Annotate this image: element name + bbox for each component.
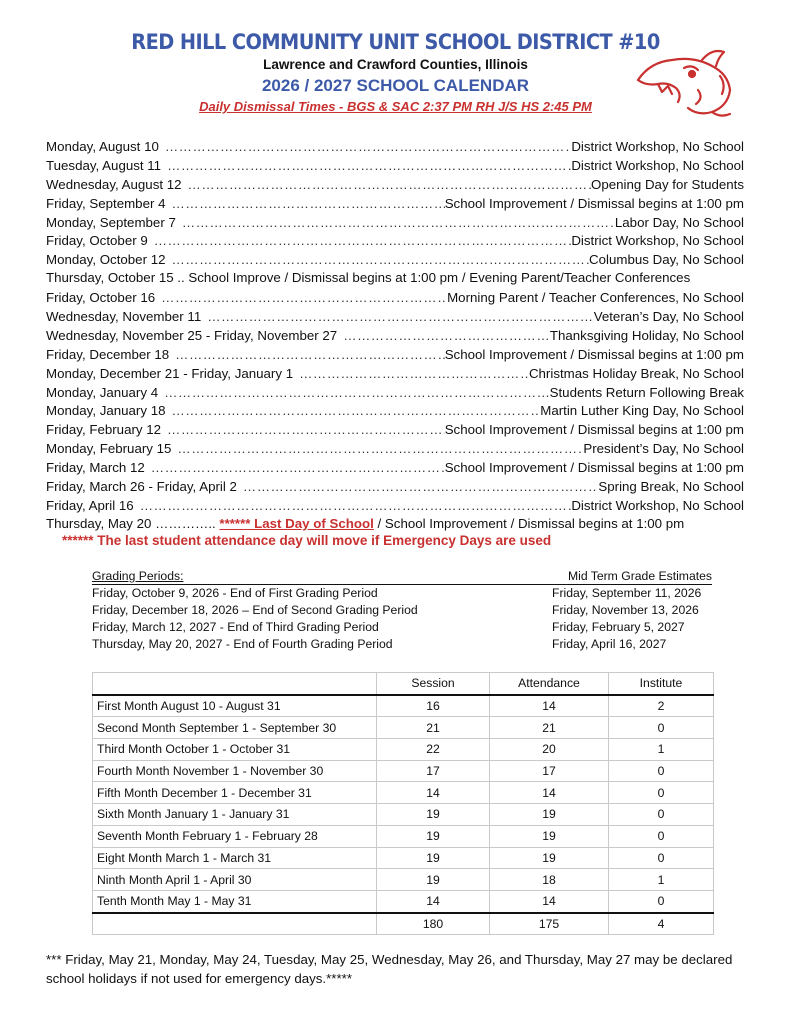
event-date: Wednesday, November 25 - Friday, November 27: [46, 327, 338, 343]
event-date: Friday, September 4: [46, 195, 166, 211]
month-name: Ninth Month April 1 - April 30: [93, 869, 377, 891]
midterm-date: Friday, April 16, 2027: [552, 637, 667, 651]
table-header-month: [93, 673, 377, 695]
event-description: Christmas Holiday Break, No School: [528, 365, 744, 381]
event-date: Friday, March 26 - Friday, April 2: [46, 478, 237, 494]
mascot-logo-icon: [632, 46, 736, 120]
event-row: [46, 288, 744, 307]
table-row: [93, 869, 714, 891]
event-description: District Workshop, No School: [571, 497, 744, 513]
month-name: Sixth Month January 1 - January 31: [93, 804, 377, 826]
midterm-date: Friday, February 5, 2027: [552, 620, 685, 634]
institute-days: 0: [609, 804, 714, 826]
session-total: 180: [377, 913, 490, 935]
event-row-conferences: Thursday, October 15 .. School Improve / Dismissal begins at 1:00 pm / Evening Parent/Teacher Conferences: [46, 270, 691, 286]
table-header-session: Session: [377, 673, 490, 695]
event-description: Spring Break, No School: [598, 478, 744, 494]
event-row-last-day: [46, 515, 744, 534]
calendar-year-title: 2026 / 2027 SCHOOL CALENDAR: [261, 76, 530, 95]
month-name: Fourth Month November 1 - November 30: [93, 760, 377, 782]
event-description: District Workshop, No School: [571, 157, 744, 173]
dot-leader: [166, 403, 541, 418]
event-row: [46, 401, 744, 420]
counties-subtitle: Lawrence and Crawford Counties, Illinois: [263, 57, 528, 72]
session-days: 19: [377, 869, 490, 891]
grading-row: [92, 585, 712, 602]
event-description: Labor Day, No School: [614, 214, 744, 230]
dot-leader: [176, 215, 615, 230]
dot-leader: [148, 233, 572, 248]
grading-period: Friday, October 9, 2026 - End of First Grading Period: [92, 586, 378, 600]
event-date: Friday, October 16: [46, 290, 156, 306]
grading-row: [92, 619, 712, 636]
event-description: President’s Day, No School: [583, 441, 744, 457]
midterm-estimates-label: Mid Term Grade Estimates: [567, 569, 712, 583]
event-description: School Improvement / Dismissal begins at 1:00 pm: [444, 422, 744, 438]
grading-period: Friday, March 12, 2027 - End of Third Grading Period: [92, 620, 379, 634]
table-header-row: [93, 673, 714, 695]
event-date: Monday, December 21 - Friday, January 1: [46, 365, 294, 381]
totals-label: [93, 913, 377, 935]
event-row: [46, 194, 744, 213]
institute-days: 0: [609, 717, 714, 739]
month-name: Tenth Month May 1 - May 31: [93, 890, 377, 912]
table-row: [93, 782, 714, 804]
dot-leader: [134, 498, 572, 513]
dot-leader: [145, 460, 445, 475]
event-row: [46, 156, 744, 175]
last-day-date: Thursday, May 20: [46, 515, 152, 531]
attendance-days: 21: [490, 717, 609, 739]
attendance-days: 14: [490, 782, 609, 804]
emergency-note: ****** The last student attendance day will move if Emergency Days are used: [62, 533, 552, 548]
event-description: Opening Day for Students: [590, 176, 744, 192]
event-row: [46, 496, 744, 515]
event-description: Columbus Day, No School: [589, 252, 744, 268]
event-date: Monday, January 4: [46, 384, 159, 400]
event-row: [46, 345, 744, 364]
events-list: [46, 137, 744, 534]
session-days: 19: [377, 847, 490, 869]
event-row: [46, 250, 744, 269]
session-days: 21: [377, 717, 490, 739]
dot-leader: [201, 309, 593, 324]
institute-days: 1: [609, 869, 714, 891]
event-date: Friday, December 18: [46, 346, 170, 362]
month-name: Fifth Month December 1 - December 31: [93, 782, 377, 804]
event-date: Monday, January 18: [46, 403, 166, 419]
dot-leader: [237, 479, 599, 494]
dot-leader: [293, 366, 529, 381]
dot-leader: [165, 196, 444, 211]
attendance-days: 17: [490, 760, 609, 782]
event-date: Monday, February 15: [46, 441, 172, 457]
month-name: First Month August 10 - August 31: [93, 695, 377, 717]
grading-row: [92, 636, 712, 653]
event-date: Wednesday, November 11: [46, 308, 202, 324]
table-row: [93, 760, 714, 782]
dot-leader: [182, 177, 591, 192]
month-name: Eight Month March 1 - March 31: [93, 847, 377, 869]
event-row: [46, 137, 744, 156]
event-date: Tuesday, August 11: [46, 157, 162, 173]
session-days: 19: [377, 825, 490, 847]
event-description: Martin Luther King Day, No School: [540, 403, 744, 419]
table-totals-row: [93, 913, 714, 935]
midterm-date: Friday, November 13, 2026: [552, 603, 699, 617]
event-date: Friday, March 12: [46, 460, 145, 476]
dot-leader: [161, 158, 571, 173]
monthly-days-table: [92, 672, 714, 935]
institute-days: 0: [609, 847, 714, 869]
dot-leader: [161, 422, 445, 437]
midterm-date: Friday, September 11, 2026: [552, 586, 702, 600]
event-date: Friday, February 12: [46, 422, 162, 438]
institute-days: 1: [609, 739, 714, 761]
attendance-days: 19: [490, 847, 609, 869]
month-name: Third Month October 1 - October 31: [93, 739, 377, 761]
institute-total: 4: [609, 913, 714, 935]
event-description: Students Return Following Break: [549, 384, 744, 400]
attendance-days: 19: [490, 804, 609, 826]
dot-leader: [169, 347, 445, 362]
event-description: School Improvement / Dismissal begins at 1:00 pm: [444, 460, 744, 476]
institute-days: 0: [609, 890, 714, 912]
session-days: 16: [377, 695, 490, 717]
event-description: School Improvement / Dismissal begins at 1:00 pm: [444, 195, 744, 211]
grading-row: [92, 602, 712, 619]
session-days: 19: [377, 804, 490, 826]
attendance-days: 19: [490, 825, 609, 847]
event-row: [46, 231, 744, 250]
grading-periods-label: Grading Periods:: [92, 569, 184, 583]
event-description: District Workshop, No School: [571, 138, 744, 154]
event-description: Thanksgiving Holiday, No School: [549, 327, 744, 343]
attendance-days: 14: [490, 890, 609, 912]
last-day-description: / School Improvement / Dismissal begins at 1:00 pm: [373, 515, 685, 531]
event-description: Veteran’s Day, No School: [593, 308, 744, 324]
event-row: [46, 326, 744, 345]
dismissal-times: Daily Dismissal Times - BGS & SAC 2:37 PM RH J/S HS 2:45 PM: [199, 99, 592, 114]
event-description: District Workshop, No School: [571, 233, 744, 249]
table-row: [93, 825, 714, 847]
event-date: Wednesday, August 12: [46, 176, 182, 192]
month-name: Seventh Month February 1 - February 28: [93, 825, 377, 847]
event-date: Friday, October 9: [46, 233, 148, 249]
institute-days: 0: [609, 782, 714, 804]
event-date: Monday, August 10: [46, 138, 159, 154]
dot-leader: [171, 441, 583, 456]
event-row: [46, 458, 744, 477]
event-row: [46, 213, 744, 232]
month-name: Second Month September 1 - September 30: [93, 717, 377, 739]
dot-leader: [337, 328, 550, 343]
table-row: [93, 739, 714, 761]
session-days: 14: [377, 890, 490, 912]
table-row: [93, 847, 714, 869]
grading-period: Thursday, May 20, 2027 - End of Fourth Grading Period: [92, 637, 393, 651]
holiday-footnote: *** Friday, May 21, Monday, May 24, Tuesday, May 25, Wednesday, May 26, and Thursday, May 27 may be declared school holidays if not used for emergency days.*****: [46, 952, 733, 986]
table-row: [93, 890, 714, 912]
table-row: [93, 804, 714, 826]
last-day-highlight: ****** Last Day of School: [219, 515, 374, 531]
attendance-days: 18: [490, 869, 609, 891]
event-description: Morning Parent / Teacher Conferences, No School: [447, 290, 744, 306]
institute-days: 0: [609, 825, 714, 847]
dot-leader: [166, 252, 590, 267]
grading-periods: [92, 568, 712, 653]
dot-leader: [159, 139, 571, 154]
event-row: [46, 364, 744, 383]
session-days: 14: [377, 782, 490, 804]
table-row: [93, 717, 714, 739]
event-date: Friday, April 16: [46, 497, 134, 513]
table-row: [93, 695, 714, 717]
grading-header: [92, 568, 712, 585]
session-days: 22: [377, 739, 490, 761]
table-header-attendance: Attendance: [490, 673, 609, 695]
dot-leader: [155, 290, 447, 305]
event-row: [46, 477, 744, 496]
attendance-days: 20: [490, 739, 609, 761]
institute-days: 0: [609, 760, 714, 782]
event-date: Monday, October 12: [46, 252, 166, 268]
table-header-institute: Institute: [609, 673, 714, 695]
event-row: [46, 383, 744, 402]
institute-days: 2: [609, 695, 714, 717]
event-row: [46, 420, 744, 439]
event-date: Monday, September 7: [46, 214, 176, 230]
last-day-leader: …………..: [151, 515, 220, 531]
event-row: [46, 439, 744, 458]
attendance-total: 175: [490, 913, 609, 935]
grading-period: Friday, December 18, 2026 – End of Second Grading Period: [92, 603, 418, 617]
event-row: [46, 307, 744, 326]
dot-leader: [158, 385, 550, 400]
event-description: School Improvement / Dismissal begins at 1:00 pm: [444, 346, 744, 362]
session-days: 17: [377, 760, 490, 782]
district-title: RED HILL COMMUNITY UNIT SCHOOL DISTRICT #10: [131, 30, 660, 54]
event-row: [46, 175, 744, 194]
attendance-days: 14: [490, 695, 609, 717]
